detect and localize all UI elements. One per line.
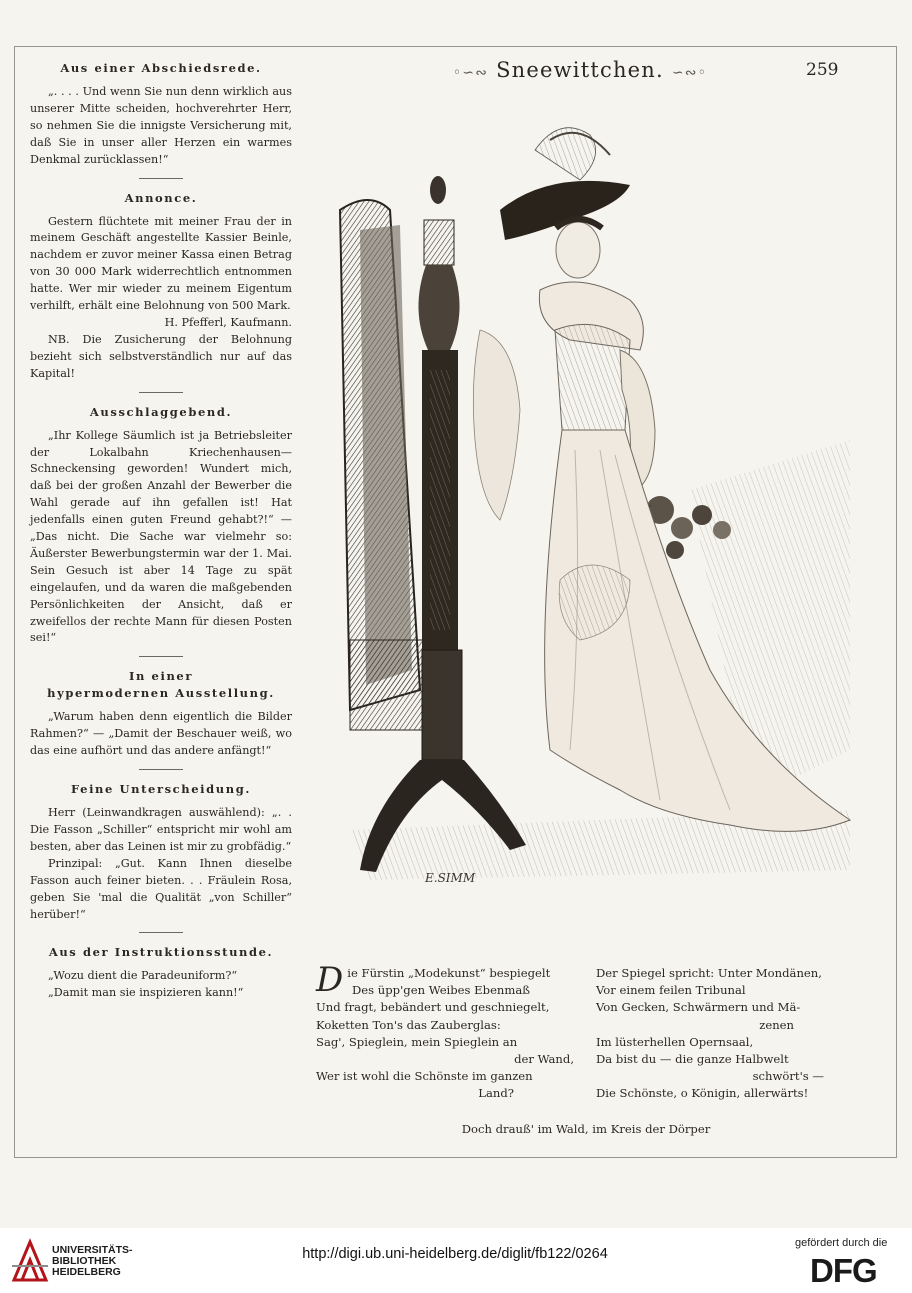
poem-line: Land? — [478, 1086, 514, 1101]
heading-annonce: Annonce. — [124, 190, 198, 205]
poem-line: Da bist du — die ganze Halbwelt — [596, 1052, 789, 1067]
text-unterscheidung-2: Prinzipal: „Gut. Kann Ihnen dieselbe Fasson auch feiner bieten. . . Fräulein Rosa, geben Sie 'mal die Qualität „von Schiller“ herüber!“ — [30, 856, 292, 921]
page-title: ◦∽∾ Sneewittchen. ∽∾◦ — [452, 58, 708, 82]
text-annonce: Gestern flüchtete mit meiner Frau der in meinem Geschäft angestellte Kassier Beinle, nachdem er zuvor meiner Kassa einen Betrag von 30 000 Mark widerrechtlich entnommen hatte. Wer mir wieder zu meinem Eigentum verhilft, erhält eine Belohnung von 500 Mark. — [30, 214, 292, 313]
poem-last-line: Doch drauß' im Wald, im Kreis der Dörper — [461, 1122, 711, 1136]
poem-line: schwört's — — [752, 1069, 824, 1084]
poem-line: Und fragt, bebändert und geschniegelt, — [316, 1000, 550, 1015]
poem-line: zenen — [759, 1017, 794, 1032]
poem-line: Des üpp'gen Weibes Ebenmaß — [352, 983, 531, 998]
right-ornament-icon: ∽∾◦ — [671, 65, 708, 81]
heading-ausstellung-line1: In einer — [129, 669, 193, 684]
left-ornament-icon: ◦∽∾ — [452, 65, 489, 81]
heading-unterscheidung: Feine Unterscheidung. — [71, 782, 251, 797]
poem-line: Die Schönste, o Königin, allerwärts! — [596, 1086, 809, 1101]
text-ausstellung: „Warum haben denn eigentlich die Bilder Rahmen?“ — „Damit der Beschauer weiß, wo das eine aufhört und das andere anfängt!“ — [30, 710, 292, 758]
library-name[interactable]: UNIVERSITÄTS- BIBLIOTHEK HEIDELBERG — [52, 1244, 133, 1278]
separator — [139, 769, 183, 770]
engraving-illustration — [330, 110, 860, 900]
text-unterscheidung: Herr (Leinwandkragen auswählend): „. . Die Fasson „Schiller“ entspricht mir wohl am besten, aber das Leinen ist mir zu grobfädig.“ — [30, 806, 292, 853]
separator — [139, 178, 183, 179]
left-column — [30, 60, 292, 1002]
text-instruktionsstunde: „Wozu dient die Paradeuniform?“ — [48, 969, 238, 983]
poem-left-stanza — [316, 960, 574, 1103]
annonce-nb: NB. Die Zusicherung der Belohnung bezieht sich selbstverständlich nur auf das Kapital! — [30, 332, 292, 380]
text-abschiedsrede: „. . . . Und wenn Sie nun denn wirklich aus unserer Mitte scheiden, hochverehrter Herr, so nehmen Sie die innigste Versicherung mit, daß Sie in unser aller Herzen ein warmes Denkmal zurücklassen!“ — [30, 85, 292, 166]
poem-line: Vor einem feilen Tribunal — [596, 983, 746, 998]
separator — [139, 392, 183, 393]
heading-instruktionsstunde: Aus der Instruktionsstunde. — [48, 945, 274, 960]
poem-line: Wer ist wohl die Schönste im ganzen — [316, 1069, 533, 1084]
separator — [139, 656, 183, 657]
text-ausschlaggebend: „Ihr Kollege Säumlich ist ja Betriebsleiter der Lokalbahn Kriechenhausen—Schneckensing geworden! Wundert mich, daß bei der großen Anzahl der Bewerber die Wahl gerade auf ihn gefallen ist! Hat jedenfalls einen guten Freund gehabt?!“ — „Das nicht. Die Sache war vielmehr so: Äußerster Bewerbungstermin war der 1. Mai. Sein Gesuch ist aber 14 Tage zu spät eingelaufen, und da waren die maßgebenden Persönlichkeiten der Ansicht, daß er zweifellos der rechte Mann für diesen Posten sei!“ — [30, 428, 292, 645]
poem-line: ie Fürstin „Modekunst“ bespiegelt — [347, 966, 551, 980]
poem-line: der Wand, — [514, 1052, 574, 1067]
poem-line: Der Spiegel spricht: Unter Mondänen, — [596, 966, 822, 980]
annonce-signature: H. Pfefferl, Kaufmann. — [164, 315, 292, 329]
heading-ausstellung-line2: hypermodernen Ausstellung. — [47, 686, 275, 701]
dfg-logo[interactable]: DFG — [810, 1252, 877, 1289]
separator — [139, 932, 183, 933]
artist-signature: E.SIMM — [425, 871, 476, 885]
page-number: 259 — [806, 60, 839, 80]
heading-abschiedsrede: Aus einer Abschiedsrede. — [60, 61, 262, 75]
poem-line: Von Gecken, Schwärmern und Mä- — [596, 1000, 801, 1015]
poem-line: Sag', Spieglein, mein Spieglein an — [316, 1034, 518, 1049]
poem-right-stanza — [596, 965, 854, 1103]
poem-line: Koketten Ton's das Zauberglas: — [316, 1017, 501, 1032]
heading-ausschlaggebend: Ausschlaggebend. — [89, 404, 233, 419]
funded-by-label: gefördert durch die — [795, 1237, 888, 1249]
text-instruktionsstunde-2: „Damit man sie inspizieren kann!“ — [48, 986, 244, 1000]
drop-cap: D — [316, 960, 344, 1000]
poem-line: Im lüsterhellen Opernsaal, — [596, 1034, 754, 1049]
university-library-logo-icon[interactable] — [10, 1236, 50, 1284]
permalink-url[interactable]: http://digi.ub.uni-heidelberg.de/diglit/fb122/0264 — [302, 1246, 608, 1262]
